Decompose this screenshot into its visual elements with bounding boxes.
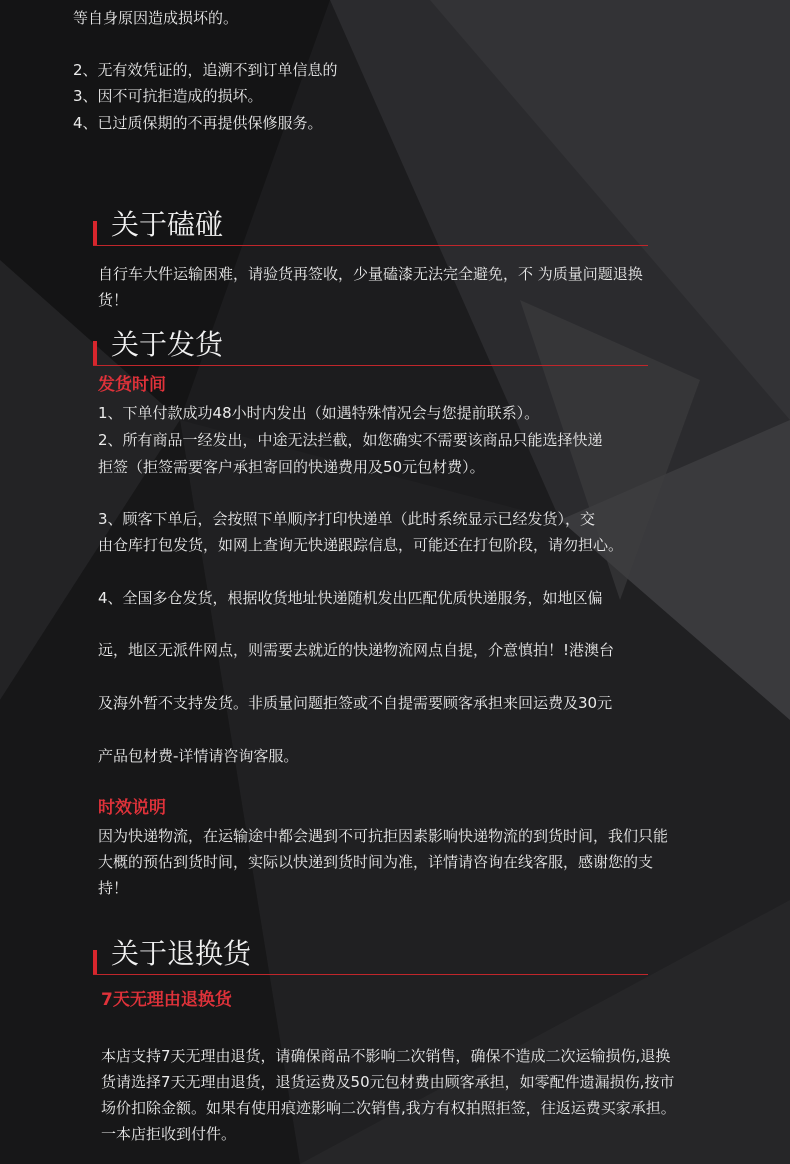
- returns-text: 本店支持7天无理由退货，请确保商品不影响二次销售，确保不造成二次运输损伤,退换货请选择7天无理由退货，退货运费及50元包材费由顾客承担，如零配件遗漏损伤,按市场价扣除金额。如果有使用痕迹影响二次销售,我方有权拍照拒签，往返运费买家承担。一本店拒收到付件。: [101, 1047, 676, 1143]
- warranty-line-cont: 等自身原因造成损坏的。: [73, 9, 239, 27]
- shipping-line-6: 4、全国多仓发货，根据收货地址快递随机发出匹配优质快递服务，如地区偏: [98, 589, 603, 607]
- section-marker: [93, 950, 97, 974]
- shipping-line-5: 由仓库打包发货，如网上查询无快递跟踪信息，可能还在打包阶段，请勿担心。: [98, 536, 624, 554]
- returns-subheading: 7天无理由退换货: [101, 990, 232, 1010]
- section-collision-header: [93, 207, 648, 246]
- shipping-line-7: 远，地区无派件网点，则需要去就近的快递物流网点自提，介意慎拍！!港澳台: [98, 641, 615, 659]
- section-returns-header: [93, 936, 648, 975]
- section-title: 关于磕碰: [111, 208, 224, 241]
- warranty-item-3: 3、因不可抗拒造成的损坏。: [73, 87, 263, 105]
- section-title: 关于发货: [111, 328, 224, 361]
- warranty-item-2: 2、无有效凭证的，追溯不到订单信息的: [73, 61, 338, 79]
- section-title: 关于退换货: [111, 937, 252, 970]
- shipping-line-9: 产品包材费-详情请咨询客服。: [98, 747, 299, 765]
- shipping-line-3: 拒签（拒签需要客户承担寄回的快递费用及50元包材费）。: [98, 458, 485, 476]
- shipping-time-heading: 发货时间: [98, 375, 166, 395]
- shipping-line-8: 及海外暂不支持发货。非质量问题拒签或不自提需要顾客承担来回运费及30元: [98, 694, 613, 712]
- shipping-effect-heading: 时效说明: [98, 798, 166, 818]
- shipping-line-1: 1、下单付款成功48小时内发出（如遇特殊情况会与您提前联系）。: [98, 404, 540, 422]
- shipping-effect-text: 因为快递物流，在运输途中都会遇到不可抗拒因素影响快递物流的到货时间，我们只能大概的预估到货时间，实际以快递到货时间为准，详情请咨询在线客服，感谢您的支持！: [98, 827, 669, 897]
- warranty-item-4: 4、已过质保期的不再提供保修服务。: [73, 114, 323, 132]
- section-marker: [93, 221, 97, 245]
- section-marker: [93, 341, 97, 365]
- shipping-line-2: 2、所有商品一经发出，中途无法拦截，如您确实不需要该商品只能选择快递: [98, 431, 603, 449]
- shipping-line-4: 3、顾客下单后，会按照下单顺序打印快递单（此时系统显示已经发货），交: [98, 510, 596, 528]
- collision-text: 自行车大件运输困难，请验货再签收，少量磕漆无法完全避免，不 为质量问题退换货！: [98, 265, 643, 309]
- section-shipping-header: [93, 327, 648, 366]
